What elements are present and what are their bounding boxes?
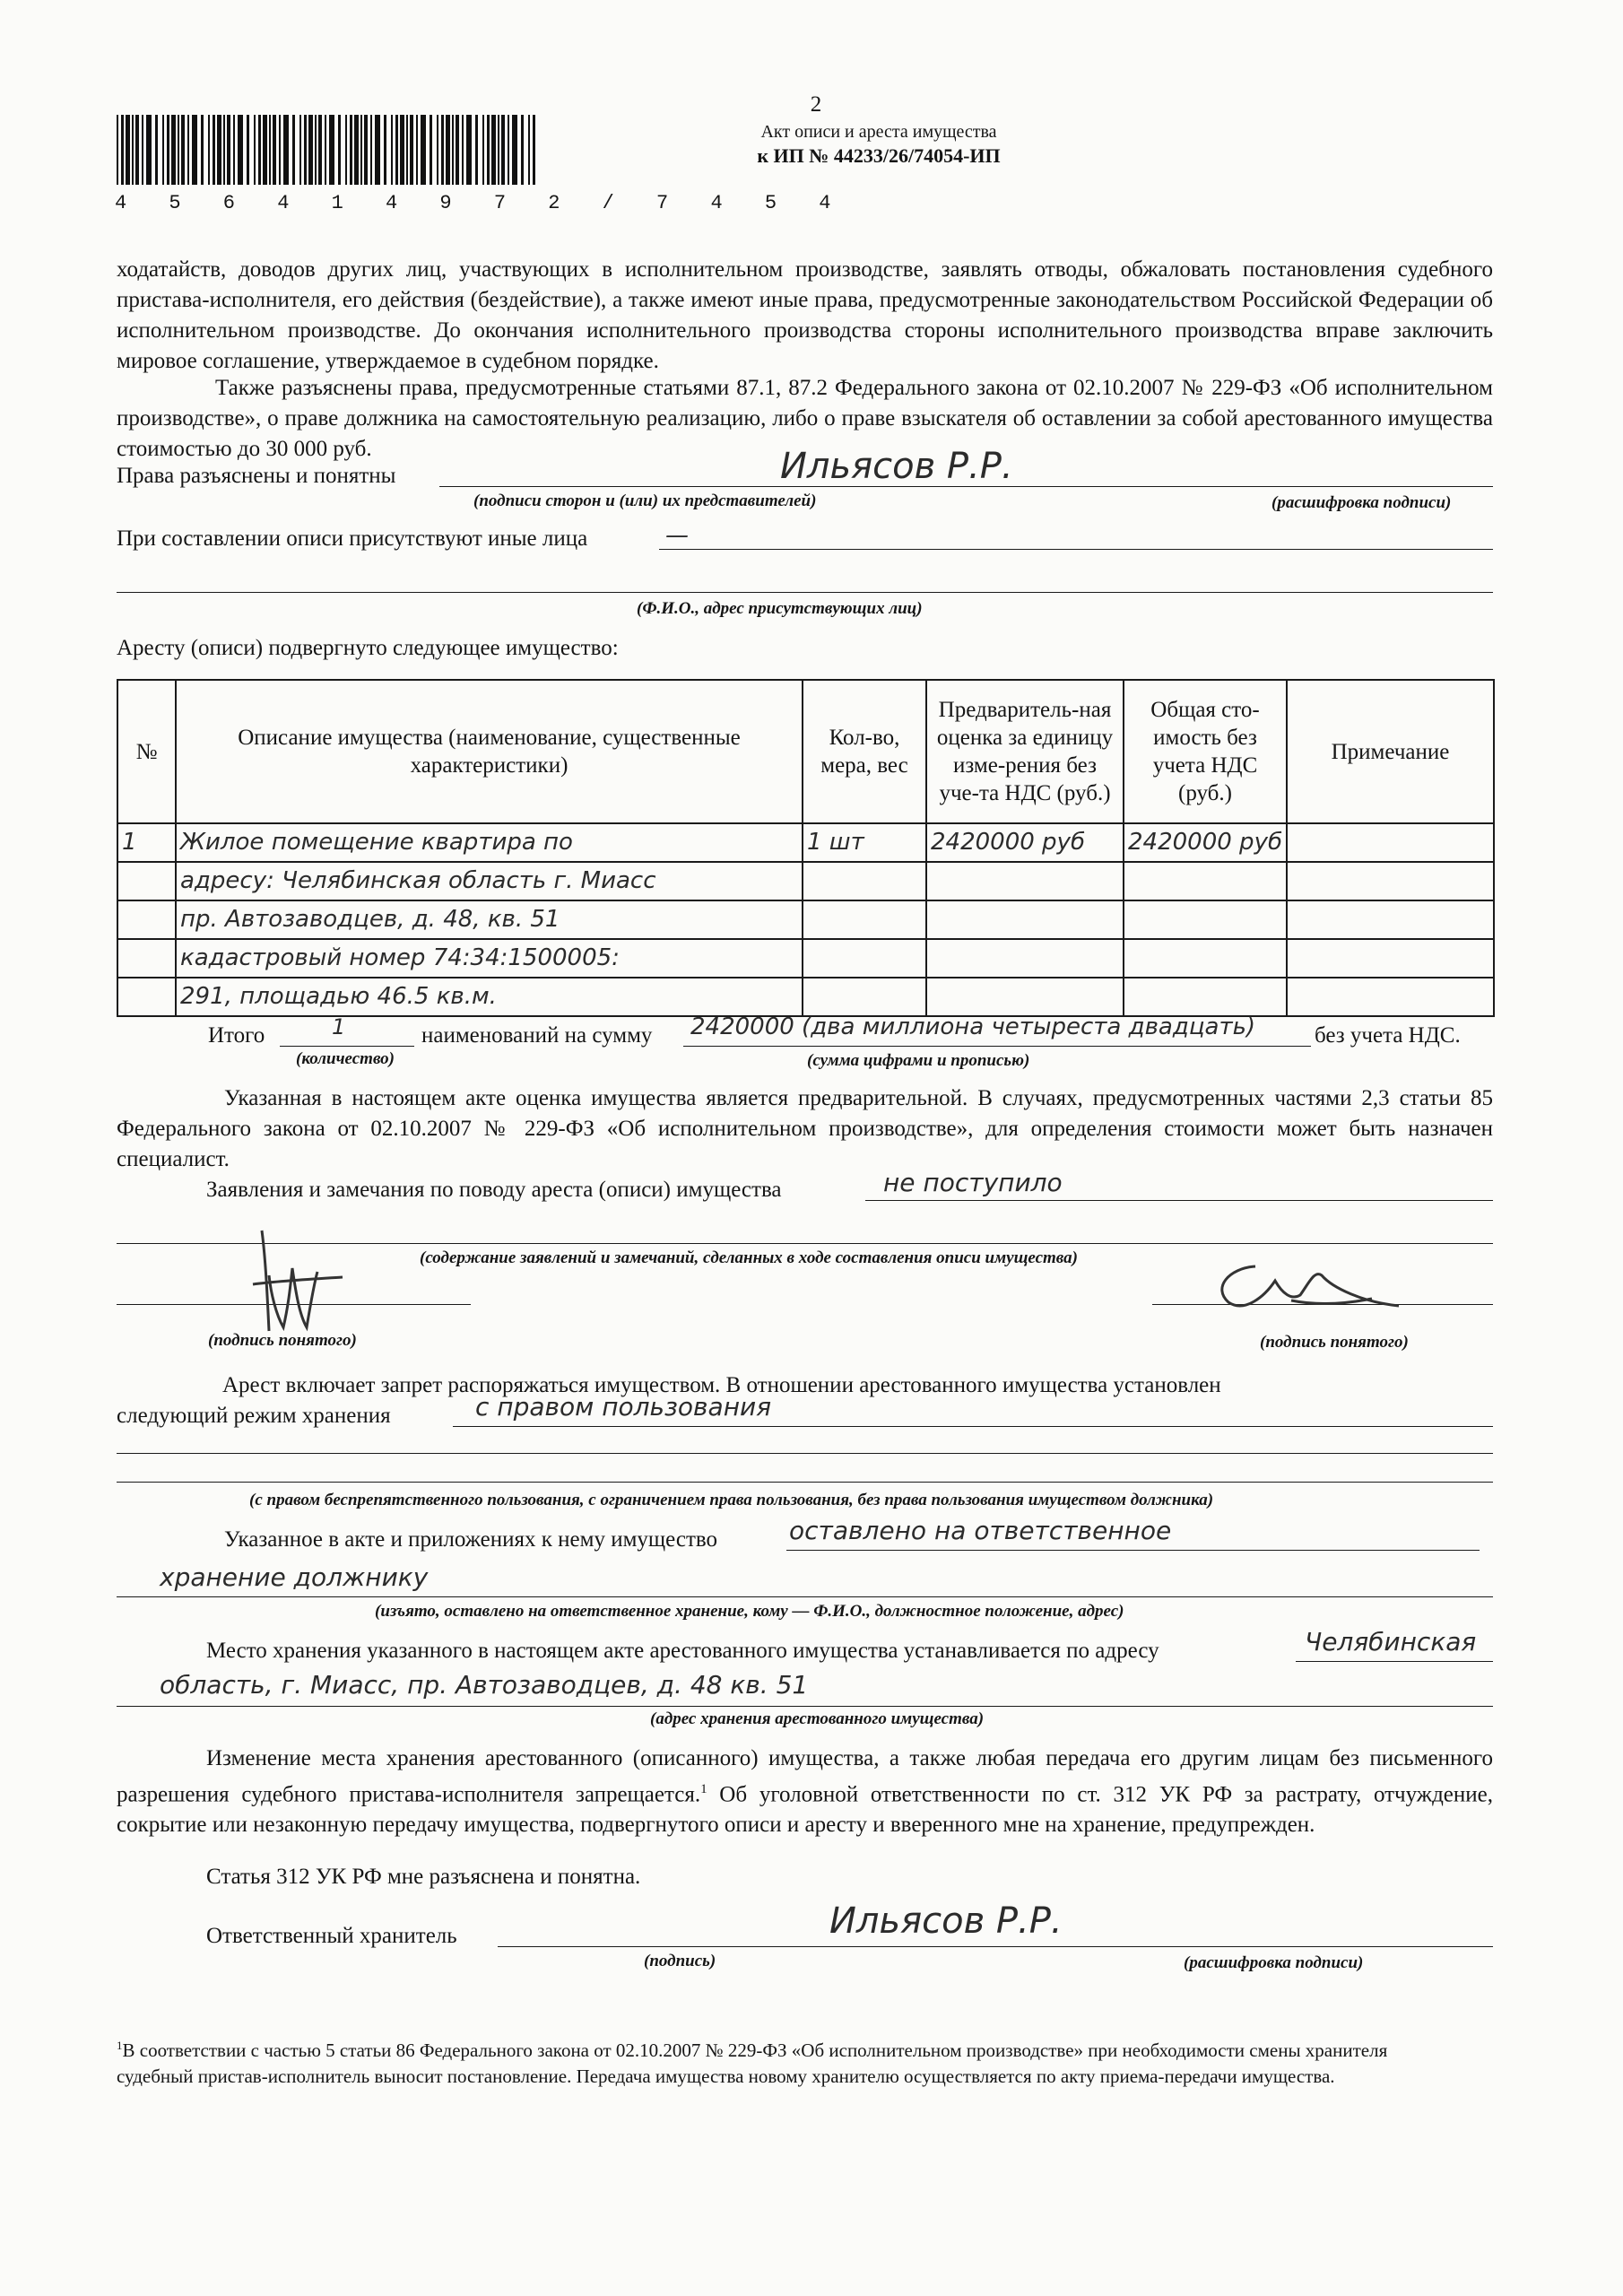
storage-mode-line-2 — [117, 1453, 1493, 1454]
others-handwritten: — — [665, 522, 689, 549]
cell-unit-price — [926, 939, 1124, 978]
custodian-signature-line — [498, 1946, 1493, 1947]
storage-mode-label: следующий режим хранения — [117, 1404, 391, 1428]
header-unit-price: Предваритель-ная оценка за единицу изме-рения без уче-та НДС (руб.) — [926, 680, 1124, 823]
witness-left-caption: (подпись понятого) — [208, 1331, 357, 1350]
header-note: Примечание — [1287, 680, 1494, 823]
assessment-paragraph: Указанная в настоящем акте оценка имущества является предварительной. В случаях, предусмотренных частями 2,3 статьи 85 Федерального закона от 02.10.2007 № 229-ФЗ «Об исполнительном производстве», для определения стоимости может быть назначен специалист. — [117, 1086, 1493, 1171]
table-row — [117, 939, 1494, 978]
total-caption-sum: (сумма цифрами и прописью) — [807, 1051, 1030, 1070]
articles-paragraph: Также разъяснены права, предусмотренные статьями 87.1, 87.2 Федерального закона от 02.10.2007 № 229-ФЗ «Об исполнительном производстве», о праве должника на самостоятельную реализацию, либо о праве взыскателя об оставлении за собой арестованного имущества стоимостью до 30 000 руб. — [117, 376, 1493, 461]
custodian-caption-decoding: (расшифровка подписи) — [1184, 1953, 1364, 1972]
footnote-text: В соответствии с частью 5 статьи 86 Федерального закона от 02.10.2007 № 229-ФЗ «Об исполнительном производстве» при необходимости смены хранителя судебный пристав-исполнитель выносит постановление. Передача имущества новому хранителю осуществляется по акту приема-передачи имущества. — [117, 2039, 1388, 2087]
table-row — [117, 862, 1494, 900]
witness-right-caption: (подпись понятого) — [1260, 1333, 1409, 1352]
cell-note — [1287, 862, 1494, 900]
footnote-mark: 1 — [117, 2039, 123, 2052]
storage-mode-line-3 — [117, 1482, 1493, 1483]
arrest-text: Арест включает запрет распоряжаться имуществом. В отношении арестованного имущества установлен — [222, 1373, 1221, 1397]
cell-description: 291, площадью 46.5 кв.м. — [176, 978, 803, 1016]
cell-note — [1287, 939, 1494, 978]
header-total-cost: Общая сто-имость без учета НДС (руб.) — [1124, 680, 1287, 823]
storage-place-label: Место хранения указанного в настоящем акте арестованного имущества устанавливается по адресу — [206, 1639, 1159, 1663]
statements-caption: (содержание заявлений и замечаний, сделанных в ходе составления описи имущества) — [420, 1248, 1078, 1267]
cell-description: адресу: Челябинская область г. Миасс — [176, 862, 803, 900]
storage-place-handwritten-2: область, г. Миасс, пр. Автозаводцев, д. 48 кв. 51 — [160, 1670, 809, 1700]
total-suffix: без учета НДС. — [1315, 1023, 1461, 1048]
storage-mode-line-1 — [453, 1426, 1493, 1427]
rights-paragraph: ходатайств, доводов других лиц, участвующих в исполнительном производстве, заявлять отводы, обжаловать постановления судебного пристава-исполнителя, его действия (бездействие), а также имеют иные права, предусмотренные законодательством Российской Федерации об исполнительном производстве. До окончания исполнительного производства стороны исполнительного производства вправе заключить мировое соглашение, утверждаемое в судебном порядке. — [117, 257, 1493, 373]
cell-total-cost — [1124, 978, 1287, 1016]
header-description: Описание имущества (наименование, существенные характеристики) — [176, 680, 803, 823]
cell-description: пр. Автозаводцев, д. 48, кв. 51 — [176, 900, 803, 939]
barcode — [117, 115, 538, 185]
cell-note — [1287, 978, 1494, 1016]
warning-footnote-mark: 1 — [700, 1782, 707, 1796]
property-left-handwritten-2: хранение должнику — [160, 1562, 429, 1592]
cell-quantity — [803, 900, 926, 939]
cell-note — [1287, 823, 1494, 862]
cell-unit-price: 2420000 руб — [926, 823, 1124, 862]
cell-unit-price — [926, 978, 1124, 1016]
warning-text-a: Изменение места хранения арестованного (описанного) имущества, а также любая передача его другим лицам без письменного разрешения судебного пристава-исполнителя запрещается. — [117, 1746, 1493, 1807]
witness-left-signature — [235, 1222, 378, 1338]
cell-quantity: 1 шт — [803, 823, 926, 862]
custodian-label: Ответственный хранитель — [206, 1924, 457, 1948]
cell-number: 1 — [117, 823, 176, 862]
footnote — [117, 2032, 1435, 2090]
custodian-handwritten-name: Ильясов Р.Р. — [829, 1900, 1063, 1942]
cell-number — [117, 939, 176, 978]
total-middle: наименований на сумму — [421, 1023, 653, 1048]
others-caption: (Ф.И.О., адрес присутствующих лиц) — [637, 599, 923, 618]
storage-place-caption: (адрес хранения арестованного имущества) — [650, 1709, 985, 1728]
barcode-digits: 4 5 6 4 1 4 9 7 2 / 7 4 5 4 — [115, 192, 846, 214]
property-left-caption: (изъято, оставлено на ответственное хранение, кому — Ф.И.О., должностное положение, адрес) — [375, 1602, 1124, 1621]
others-line-1 — [659, 549, 1493, 550]
total-caption-count: (количество) — [296, 1049, 395, 1068]
cell-total-cost — [1124, 862, 1287, 900]
cell-description: Жилое помещение квартира по — [176, 823, 803, 862]
custodian-caption-signature: (подпись) — [644, 1952, 716, 1970]
table-row — [117, 823, 1494, 862]
property-left-line-2 — [117, 1596, 1493, 1597]
others-label: При составлении описи присутствуют иные лица — [117, 526, 588, 551]
total-count-handwritten: 1 — [332, 1014, 346, 1039]
total-sum-handwritten: 2420000 (два миллиона четыреста двадцать) — [690, 1013, 1256, 1040]
storage-place-line-1 — [1296, 1661, 1493, 1662]
cell-number — [117, 862, 176, 900]
case-reference: к ИП № 44233/26/74054-ИП — [757, 144, 1001, 167]
total-prefix: Итого — [208, 1023, 265, 1048]
rights-handwritten-name: Ильясов Р.Р. — [780, 446, 1013, 487]
statements-line-1 — [865, 1200, 1493, 1201]
cell-number — [117, 900, 176, 939]
table-intro: Аресту (описи) подвергнуто следующее имущество: — [117, 636, 619, 660]
property-table — [117, 679, 1495, 1017]
cell-quantity — [803, 939, 926, 978]
storage-mode-handwritten: с правом пользования — [475, 1392, 772, 1422]
warning-paragraph — [117, 1744, 1493, 1840]
total-count-line — [280, 1046, 414, 1047]
header-number: № — [117, 680, 176, 823]
cell-quantity — [803, 978, 926, 1016]
cell-description: кадастровый номер 74:34:1500005: — [176, 939, 803, 978]
act-title: Акт описи и ареста имущества — [760, 122, 997, 142]
property-left-label: Указанное в акте и приложениях к нему имущество — [224, 1527, 718, 1552]
cell-total-cost — [1124, 900, 1287, 939]
cell-unit-price — [926, 862, 1124, 900]
cell-unit-price — [926, 900, 1124, 939]
warning-text-b: Об уголовной ответственности по ст. 312 УК РФ за растрату, отчуждение, сокрытие или незаконную передачу имущества, подвергнутого описи и аресту и вверенного мне на хранение, предупрежден. — [117, 1782, 1493, 1838]
storage-place-line-2 — [117, 1706, 1493, 1707]
table-row — [117, 900, 1494, 939]
cell-quantity — [803, 862, 926, 900]
storage-mode-caption: (с правом беспрепятственного пользования, с ограничением права пользования, без права пользования имуществом должника) — [249, 1491, 1214, 1509]
storage-place-handwritten-1: Челябинская — [1305, 1627, 1477, 1657]
cell-note — [1287, 900, 1494, 939]
rights-label: Права разъяснены и понятны — [117, 464, 396, 488]
cell-number — [117, 978, 176, 1016]
others-line-2 — [117, 592, 1493, 593]
cell-total-cost — [1124, 939, 1287, 978]
property-left-handwritten-1: оставлено на ответственное — [789, 1516, 1172, 1545]
article-312-text: Статья 312 УК РФ мне разъяснена и понятна. — [206, 1865, 641, 1889]
rights-caption-decoding: (расшифровка подписи) — [1271, 493, 1452, 512]
page-number: 2 — [810, 92, 822, 117]
cell-total-cost: 2420000 руб — [1124, 823, 1287, 862]
property-left-line-1 — [786, 1550, 1480, 1551]
witness-right-signature — [1202, 1248, 1408, 1320]
total-sum-line — [683, 1046, 1311, 1047]
statements-label: Заявления и замечания по поводу ареста (описи) имущества — [206, 1178, 782, 1202]
header-quantity: Кол-во, мера, вес — [803, 680, 926, 823]
table-row — [117, 978, 1494, 1016]
rights-caption-signatures: (подписи сторон и (или) их представителей) — [473, 491, 817, 510]
statements-handwritten: не поступило — [883, 1168, 1063, 1197]
table-header-row — [117, 680, 1494, 823]
